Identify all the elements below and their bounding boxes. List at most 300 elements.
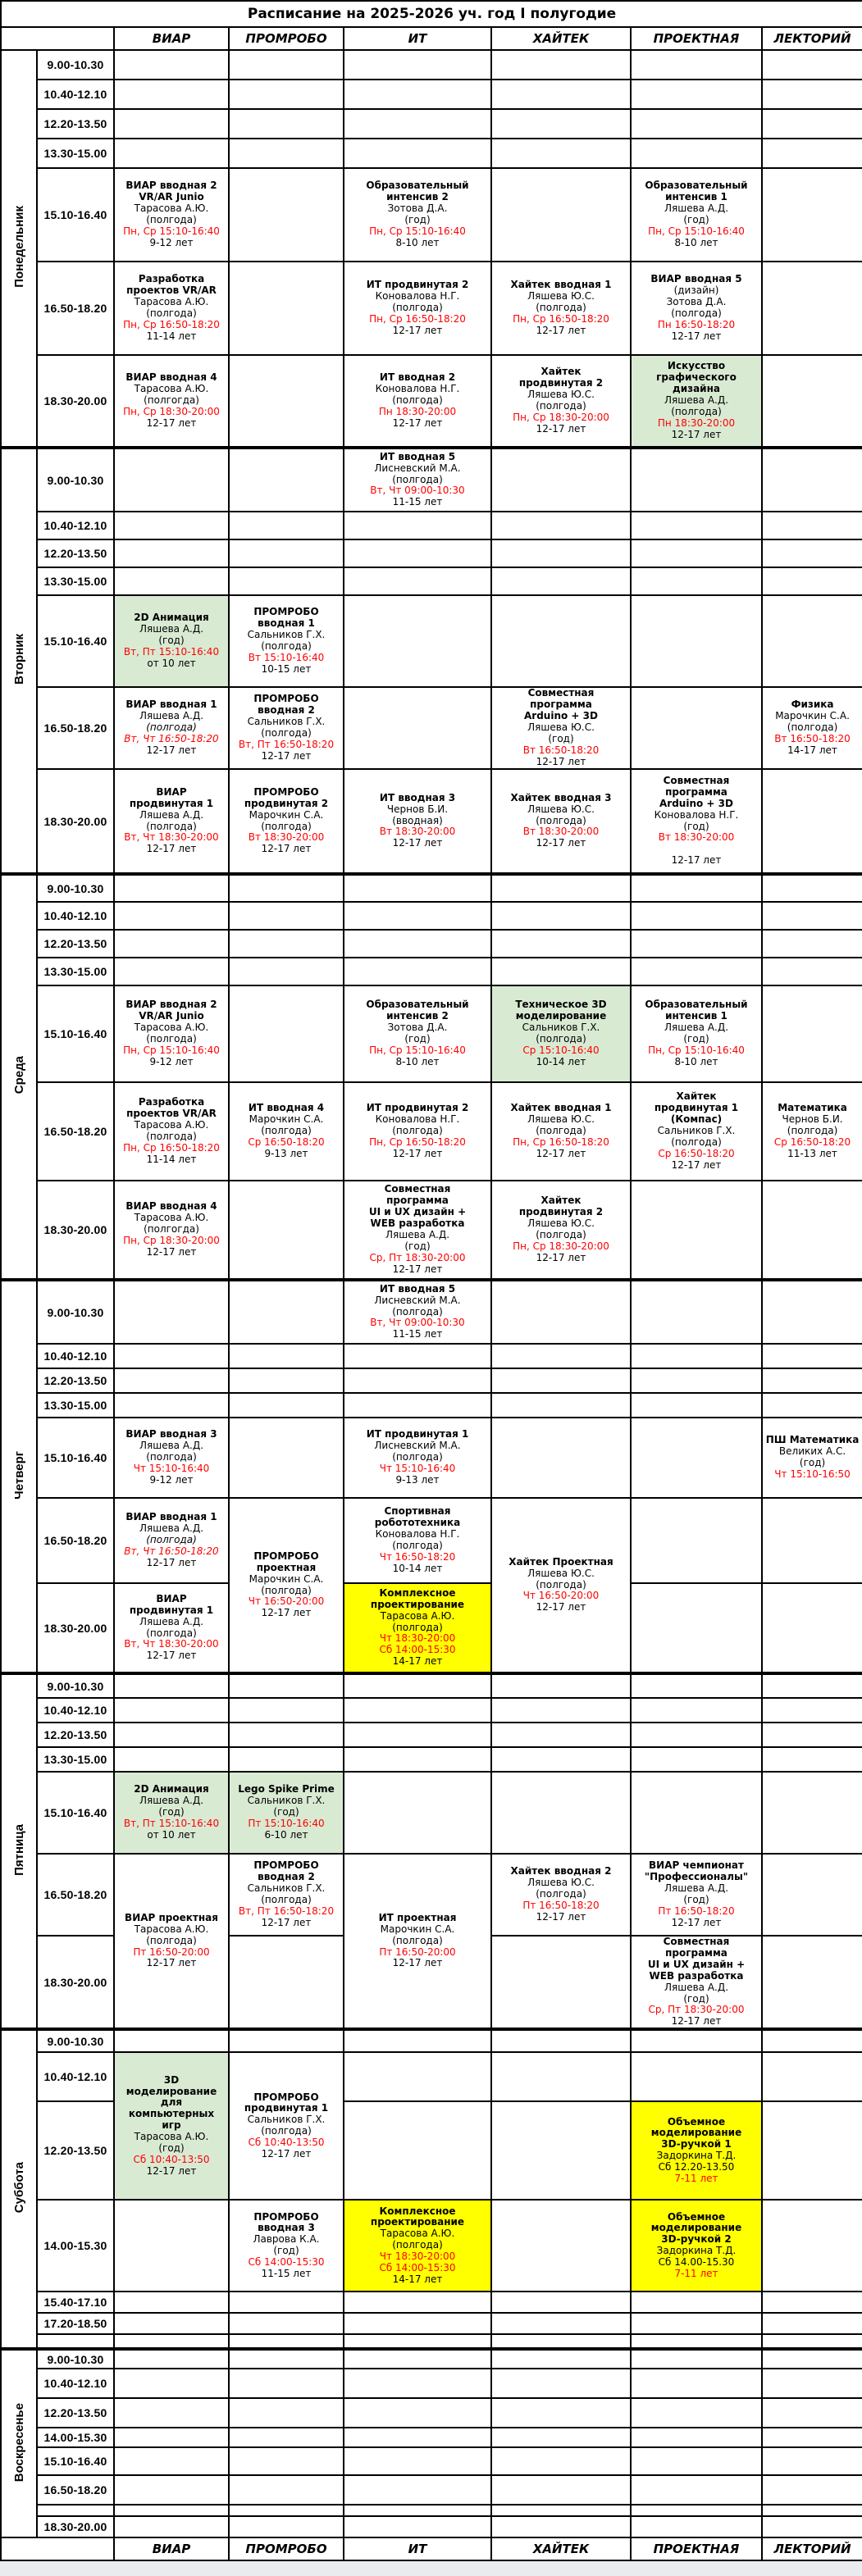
column-footer-3: ИТ bbox=[344, 2537, 491, 2560]
empty-cell bbox=[762, 1673, 862, 1698]
time-cell: 18.30-20.00 bbox=[37, 1181, 114, 1280]
empty-cell bbox=[762, 2516, 862, 2537]
empty-cell bbox=[344, 1747, 491, 1772]
class-cell: Хайтек продвинутая 2 Ляшева Ю.С. (полгода) Пн, Ср 18:30-20:00 12-17 лет bbox=[491, 355, 631, 448]
empty-cell bbox=[229, 1418, 344, 1498]
empty-cell bbox=[631, 2349, 762, 2369]
empty-cell bbox=[762, 1498, 862, 1583]
time-cell: 15.10-16.40 bbox=[37, 1772, 114, 1854]
time-cell: 13.30-15.00 bbox=[37, 1747, 114, 1772]
empty-cell bbox=[229, 139, 344, 168]
class-cell: Физика Марочкин С.А. (полгода) Вт 16:50-18:20 14-17 лет bbox=[762, 687, 862, 769]
empty-cell bbox=[491, 512, 631, 539]
empty-cell bbox=[114, 2505, 229, 2516]
empty-cell bbox=[229, 262, 344, 355]
empty-cell bbox=[631, 1698, 762, 1723]
empty-cell bbox=[631, 2334, 762, 2349]
empty-cell bbox=[762, 2369, 862, 2398]
day-label-Пятница: Пятница bbox=[1, 1673, 37, 2029]
class-cell: ИТ продвинутая 2 Коновалова Н.Г. (полгода) Пн, Ср 16:50-18:20 12-17 лет bbox=[344, 262, 491, 355]
time-cell: 12.20-13.50 bbox=[37, 930, 114, 958]
empty-cell bbox=[344, 1723, 491, 1747]
schedule-row bbox=[1, 2505, 862, 2516]
empty-cell bbox=[631, 1368, 762, 1393]
time-cell: 15.10-16.40 bbox=[37, 2447, 114, 2475]
empty-cell bbox=[491, 595, 631, 687]
empty-cell bbox=[762, 2313, 862, 2334]
empty-cell bbox=[344, 874, 491, 902]
empty-cell bbox=[114, 2447, 229, 2475]
empty-cell bbox=[762, 448, 862, 512]
empty-cell bbox=[762, 930, 862, 958]
empty-cell bbox=[114, 2292, 229, 2313]
time-cell: 16.50-18.20 bbox=[37, 262, 114, 355]
schedule-row bbox=[1, 2292, 862, 2313]
empty-cell bbox=[229, 902, 344, 930]
empty-cell bbox=[762, 1723, 862, 1747]
empty-cell bbox=[229, 985, 344, 1082]
schedule-row bbox=[1, 2052, 862, 2101]
empty-cell bbox=[114, 512, 229, 539]
empty-cell bbox=[229, 2334, 344, 2349]
empty-cell bbox=[491, 2398, 631, 2428]
time-cell: 9.00-10.30 bbox=[37, 874, 114, 902]
class-cell: ВИАР продвинутая 1 Ляшева А.Д. (полгода) Вт, Чт 18:30-20:00 12-17 лет bbox=[114, 1583, 229, 1673]
schedule-row bbox=[1, 1723, 862, 1747]
empty-cell bbox=[762, 2052, 862, 2101]
empty-cell bbox=[491, 567, 631, 595]
time-cell: 12.20-13.50 bbox=[37, 1723, 114, 1747]
empty-cell bbox=[229, 1747, 344, 1772]
empty-cell bbox=[114, 80, 229, 109]
empty-cell bbox=[229, 539, 344, 567]
empty-cell bbox=[491, 2334, 631, 2349]
empty-cell bbox=[631, 109, 762, 139]
class-cell: Спортивная робототехника Коновалова Н.Г. (полгода) Чт 16:50-18:20 10-14 лет bbox=[344, 1498, 491, 1583]
schedule-row bbox=[1, 2334, 862, 2349]
empty-cell bbox=[114, 2334, 229, 2349]
empty-time-cell bbox=[37, 2505, 114, 2516]
column-header-1: ВИАР bbox=[114, 27, 229, 50]
empty-cell bbox=[631, 1772, 762, 1854]
empty-cell bbox=[762, 2334, 862, 2349]
class-cell: Хайтек Проектная Ляшева Ю.С. (полгода) Чт 16:50-20:00 12-17 лет bbox=[491, 1498, 631, 1673]
empty-cell bbox=[491, 2313, 631, 2334]
empty-cell bbox=[229, 2516, 344, 2537]
class-cell: ВИАР вводная 1 Ляшева А.Д. (полгода) Вт, Чт 16:50-18:20 12-17 лет bbox=[114, 687, 229, 769]
empty-cell bbox=[344, 2334, 491, 2349]
column-footer-5: ПРОЕКТНАЯ bbox=[631, 2537, 762, 2560]
empty-cell bbox=[114, 930, 229, 958]
time-cell: 10.40-12.10 bbox=[37, 512, 114, 539]
empty-cell bbox=[762, 985, 862, 1082]
schedule-row bbox=[1, 1673, 862, 1698]
time-cell: 9.00-10.30 bbox=[37, 2029, 114, 2052]
empty-time-cell bbox=[37, 2334, 114, 2349]
empty-cell bbox=[491, 1344, 631, 1368]
schedule-row bbox=[1, 2428, 862, 2447]
empty-cell bbox=[491, 1723, 631, 1747]
empty-cell bbox=[229, 2369, 344, 2398]
class-cell: Совместная программа UI и UX дизайн + WEB разработка Ляшева А.Д. (год) Ср, Пт 18:30-20:00 12-17 лет bbox=[344, 1181, 491, 1280]
time-cell: 12.20-13.50 bbox=[37, 109, 114, 139]
empty-cell bbox=[114, 1723, 229, 1747]
empty-cell bbox=[762, 1854, 862, 1936]
column-footer-row bbox=[1, 2537, 862, 2560]
day-label-Понедельник: Понедельник bbox=[1, 50, 37, 448]
empty-cell bbox=[114, 2200, 229, 2292]
time-cell: 10.40-12.10 bbox=[37, 80, 114, 109]
time-cell: 15.10-16.40 bbox=[37, 1418, 114, 1498]
empty-cell bbox=[491, 2516, 631, 2537]
empty-cell bbox=[114, 1698, 229, 1723]
class-cell: ИТ вводная 2 Коновалова Н.Г. (полгода) Пн 18:30-20:00 12-17 лет bbox=[344, 355, 491, 448]
schedule-row bbox=[1, 902, 862, 930]
empty-cell bbox=[491, 1673, 631, 1698]
class-cell: ВИАР вводная 2 VR/AR Junio Тарасова А.Ю. (полгода) Пн, Ср 15:10-16:40 9-12 лет bbox=[114, 985, 229, 1082]
time-cell: 10.40-12.10 bbox=[37, 2369, 114, 2398]
empty-cell bbox=[631, 2029, 762, 2052]
class-cell: Комплексное проектирование Тарасова А.Ю. (полгода) Чт 18:30-20:00 Сб 14:00-15:30 14-17 лет bbox=[344, 2200, 491, 2292]
empty-cell bbox=[631, 139, 762, 168]
schedule-row bbox=[1, 2475, 862, 2505]
empty-cell bbox=[762, 262, 862, 355]
empty-cell bbox=[229, 1936, 344, 2029]
schedule-row bbox=[1, 874, 862, 902]
empty-cell bbox=[114, 2398, 229, 2428]
empty-cell bbox=[344, 2516, 491, 2537]
empty-cell bbox=[491, 2101, 631, 2200]
time-cell: 9.00-10.30 bbox=[37, 50, 114, 80]
time-cell: 10.40-12.10 bbox=[37, 1698, 114, 1723]
empty-cell bbox=[491, 2052, 631, 2101]
empty-cell bbox=[114, 958, 229, 985]
time-cell: 16.50-18.20 bbox=[37, 687, 114, 769]
schedule-row bbox=[1, 168, 862, 262]
class-cell: ВИАР вводная 5 (дизайн) Зотова Д.А. (полгода) Пн 16:50-18:20 12-17 лет bbox=[631, 262, 762, 355]
empty-cell bbox=[491, 50, 631, 80]
schedule-row bbox=[1, 80, 862, 109]
empty-cell bbox=[114, 1673, 229, 1698]
schedule-row bbox=[1, 1583, 862, 1673]
class-cell: Объемное моделирование 3D-ручкой 1 Задоркина Т.Д. Сб 12.20-13.50 7-11 лет bbox=[631, 2101, 762, 2200]
class-cell: ПРОМРОБО вводная 1 Сальников Г.Х. (полгода) Вт 15:10-16:40 10-15 лет bbox=[229, 595, 344, 687]
empty-cell bbox=[491, 2447, 631, 2475]
empty-cell bbox=[344, 958, 491, 985]
schedule-row bbox=[1, 1344, 862, 1368]
empty-cell bbox=[762, 1344, 862, 1368]
time-cell: 13.30-15.00 bbox=[37, 567, 114, 595]
empty-cell bbox=[762, 168, 862, 262]
class-cell: ИТ вводная 5 Лисневский М.А. (полгода) Вт, Чт 09:00-10:30 11-15 лет bbox=[344, 448, 491, 512]
empty-cell bbox=[344, 139, 491, 168]
empty-cell bbox=[114, 139, 229, 168]
schedule-row bbox=[1, 2029, 862, 2052]
day-section-Понедельник bbox=[1, 50, 862, 448]
empty-cell bbox=[631, 1393, 762, 1418]
time-cell: 18.30-20.00 bbox=[37, 1583, 114, 1673]
empty-cell bbox=[344, 1772, 491, 1854]
class-cell: Хайтек продвинутая 2 Ляшева Ю.С. (полгода) Пн, Ср 18:30-20:00 12-17 лет bbox=[491, 1181, 631, 1280]
empty-cell bbox=[229, 874, 344, 902]
class-cell: Образовательный интенсив 1 Ляшева А.Д. (год) Пн, Ср 15:10-16:40 8-10 лет bbox=[631, 985, 762, 1082]
time-cell: 9.00-10.30 bbox=[37, 1673, 114, 1698]
title-row bbox=[1, 1, 862, 27]
empty-cell bbox=[762, 2292, 862, 2313]
empty-cell bbox=[491, 958, 631, 985]
empty-cell bbox=[491, 930, 631, 958]
empty-cell bbox=[631, 2398, 762, 2428]
column-footer-4: ХАЙТЕК bbox=[491, 2537, 631, 2560]
class-cell: ВИАР чемпионат "Профессионалы" Ляшева А.Д. (год) Пт 16:50-18:20 12-17 лет bbox=[631, 1854, 762, 1936]
schedule-row bbox=[1, 539, 862, 567]
class-cell: Хайтек вводная 2 Ляшева Ю.С. (полгода) Пт 16:50-18:20 12-17 лет bbox=[491, 1854, 631, 1936]
empty-cell bbox=[762, 1181, 862, 1280]
column-header-row bbox=[1, 27, 862, 50]
empty-cell bbox=[631, 1181, 762, 1280]
time-cell: 18.30-20.00 bbox=[37, 355, 114, 448]
schedule-row bbox=[1, 985, 862, 1082]
empty-cell bbox=[631, 2516, 762, 2537]
corner-cell bbox=[1, 27, 114, 50]
schedule-row bbox=[1, 512, 862, 539]
empty-cell bbox=[491, 2292, 631, 2313]
time-cell: 12.20-13.50 bbox=[37, 1368, 114, 1393]
time-cell: 13.30-15.00 bbox=[37, 139, 114, 168]
page-title: Расписание на 2025-2026 уч. год I полугодие bbox=[1, 1, 862, 27]
time-cell: 15.40-17.10 bbox=[37, 2292, 114, 2313]
schedule-row bbox=[1, 1747, 862, 1772]
empty-cell bbox=[762, 80, 862, 109]
schedule-row bbox=[1, 448, 862, 512]
empty-cell bbox=[229, 2292, 344, 2313]
empty-cell bbox=[229, 2398, 344, 2428]
time-cell: 16.50-18.20 bbox=[37, 1082, 114, 1181]
class-cell: Lego Spike Prime Сальников Г.Х. (год) Пт 15:10-16:40 6-10 лет bbox=[229, 1772, 344, 1854]
time-cell: 10.40-12.10 bbox=[37, 1344, 114, 1368]
empty-cell bbox=[491, 2505, 631, 2516]
empty-cell bbox=[491, 1393, 631, 1418]
time-cell: 16.50-18.20 bbox=[37, 2475, 114, 2505]
time-cell: 12.20-13.50 bbox=[37, 2101, 114, 2200]
empty-cell bbox=[631, 2447, 762, 2475]
day-label-Четверг: Четверг bbox=[1, 1280, 37, 1673]
schedule-row bbox=[1, 1772, 862, 1854]
schedule-row bbox=[1, 1418, 862, 1498]
empty-cell bbox=[344, 1368, 491, 1393]
empty-cell bbox=[114, 567, 229, 595]
column-footer-1: ВИАР bbox=[114, 2537, 229, 2560]
empty-cell bbox=[114, 2516, 229, 2537]
empty-cell bbox=[344, 1673, 491, 1698]
schedule-row bbox=[1, 2200, 862, 2292]
empty-cell bbox=[762, 1280, 862, 1344]
schedule-row bbox=[1, 687, 862, 769]
empty-cell bbox=[344, 930, 491, 958]
time-cell: 18.30-20.00 bbox=[37, 2516, 114, 2537]
empty-cell bbox=[631, 2505, 762, 2516]
empty-cell bbox=[114, 1280, 229, 1344]
schedule-row bbox=[1, 1082, 862, 1181]
empty-cell bbox=[344, 2101, 491, 2200]
empty-cell bbox=[114, 2428, 229, 2447]
empty-cell bbox=[631, 1344, 762, 1368]
bottom-margin bbox=[0, 2561, 862, 2576]
day-section-Суббота bbox=[1, 2029, 862, 2349]
class-cell: ИТ вводная 4 Марочкин С.А. (полгода) Ср 16:50-18:20 9-13 лет bbox=[229, 1082, 344, 1181]
schedule-row bbox=[1, 355, 862, 448]
empty-cell bbox=[762, 1583, 862, 1673]
empty-cell bbox=[229, 50, 344, 80]
empty-cell bbox=[344, 539, 491, 567]
empty-cell bbox=[491, 448, 631, 512]
empty-cell bbox=[491, 1936, 631, 2029]
empty-cell bbox=[344, 1698, 491, 1723]
class-cell: ПРОМРОБО продвинутая 1 Сальников Г.Х. (полгода) Сб 10:40-13:50 12-17 лет bbox=[229, 2052, 344, 2200]
class-cell: ПРОМРОБО проектная Марочкин С.А. (полгода) Чт 16:50-20:00 12-17 лет bbox=[229, 1498, 344, 1673]
class-cell: ИТ продвинутая 1 Лисневский М.А. (полгода) Чт 15:10-16:40 9-13 лет bbox=[344, 1418, 491, 1498]
empty-cell bbox=[229, 930, 344, 958]
time-cell: 9.00-10.30 bbox=[37, 1280, 114, 1344]
day-label-Суббота: Суббота bbox=[1, 2029, 37, 2349]
empty-cell bbox=[631, 2313, 762, 2334]
class-cell: Образовательный интенсив 1 Ляшева А.Д. (год) Пн, Ср 15:10-16:40 8-10 лет bbox=[631, 168, 762, 262]
empty-cell bbox=[491, 2475, 631, 2505]
empty-cell bbox=[762, 769, 862, 874]
column-header-4: ХАЙТЕК bbox=[491, 27, 631, 50]
empty-cell bbox=[344, 1344, 491, 1368]
empty-cell bbox=[229, 1280, 344, 1344]
class-cell: Хайтек вводная 3 Ляшева Ю.С. (полгода) Вт 18:30-20:00 12-17 лет bbox=[491, 769, 631, 874]
empty-cell bbox=[491, 1418, 631, 1498]
empty-cell bbox=[762, 2505, 862, 2516]
empty-cell bbox=[114, 2369, 229, 2398]
class-cell: ВИАР проектная Тарасова А.Ю. (полгода) Пт 16:50-20:00 12-17 лет bbox=[114, 1854, 229, 2029]
empty-cell bbox=[631, 1723, 762, 1747]
class-cell: ИТ вводная 3 Чернов Б.И. (вводная) Вт 18:30-20:00 12-17 лет bbox=[344, 769, 491, 874]
column-footer-2: ПРОМРОБО bbox=[229, 2537, 344, 2560]
empty-cell bbox=[344, 2475, 491, 2505]
empty-cell bbox=[762, 2447, 862, 2475]
empty-cell bbox=[229, 2447, 344, 2475]
class-cell: ВИАР вводная 2 VR/AR Junio Тарасова А.Ю. (полгода) Пн, Ср 15:10-16:40 9-12 лет bbox=[114, 168, 229, 262]
time-cell: 15.10-16.40 bbox=[37, 985, 114, 1082]
class-cell: Объемное моделирование 3D-ручкой 2 Задоркина Т.Д. Сб 14.00-15.30 7-11 лет bbox=[631, 2200, 762, 2292]
class-cell: ИТ вводная 5 Лисневский М.А. (полгода) Вт, Чт 09:00-10:30 11-15 лет bbox=[344, 1280, 491, 1344]
column-header-2: ПРОМРОБО bbox=[229, 27, 344, 50]
empty-cell bbox=[491, 1747, 631, 1772]
day-label-Среда: Среда bbox=[1, 874, 37, 1280]
empty-cell bbox=[762, 1698, 862, 1723]
schedule-row bbox=[1, 1698, 862, 1723]
empty-cell bbox=[229, 512, 344, 539]
schedule-row bbox=[1, 50, 862, 80]
empty-cell bbox=[229, 1698, 344, 1723]
empty-cell bbox=[762, 1368, 862, 1393]
schedule-row bbox=[1, 567, 862, 595]
empty-cell bbox=[762, 2428, 862, 2447]
empty-cell bbox=[631, 80, 762, 109]
class-cell: ПРОМРОБО вводная 3 Лаврова К.А. (год) Сб 14:00-15:30 11-15 лет bbox=[229, 2200, 344, 2292]
class-cell: ПРОМРОБО вводная 2 Сальников Г.Х. (полгода) Вт, Пт 16:50-18:20 12-17 лет bbox=[229, 687, 344, 769]
empty-cell bbox=[491, 2428, 631, 2447]
column-header-6: ЛЕКТОРИЙ bbox=[762, 27, 862, 50]
empty-cell bbox=[762, 1747, 862, 1772]
class-cell: ВИАР вводная 4 Тарасова А.Ю. (полгогда) Пн, Ср 18:30-20:00 12-17 лет bbox=[114, 1181, 229, 1280]
class-cell: Комплексное проектирование Тарасова А.Ю. (полгода) Чт 18:30-20:00 Сб 14:00-15:30 14-17 лет bbox=[344, 1583, 491, 1673]
empty-cell bbox=[344, 2292, 491, 2313]
schedule-row bbox=[1, 2447, 862, 2475]
class-cell: ВИАР вводная 1 Ляшева А.Д. (полгода) Вт, Чт 16:50-18:20 12-17 лет bbox=[114, 1498, 229, 1583]
empty-cell bbox=[762, 902, 862, 930]
corner-cell-bottom bbox=[1, 2537, 114, 2560]
empty-cell bbox=[114, 109, 229, 139]
schedule-row bbox=[1, 2369, 862, 2398]
empty-cell bbox=[229, 2505, 344, 2516]
empty-cell bbox=[491, 139, 631, 168]
empty-cell bbox=[344, 50, 491, 80]
empty-cell bbox=[762, 1936, 862, 2029]
schedule-row bbox=[1, 769, 862, 874]
schedule-row bbox=[1, 109, 862, 139]
empty-cell bbox=[762, 2101, 862, 2200]
empty-cell bbox=[631, 1418, 762, 1498]
empty-cell bbox=[229, 567, 344, 595]
empty-cell bbox=[631, 448, 762, 512]
class-cell: 3D моделирование для компьютерных игр Тарасова А.Ю. (год) Сб 10:40-13:50 12-17 лет bbox=[114, 2052, 229, 2200]
empty-cell bbox=[114, 1393, 229, 1418]
empty-cell bbox=[114, 1747, 229, 1772]
class-cell: Совместная программа UI и UX дизайн + WEB разработка Ляшева А.Д. (год) Ср, Пт 18:30-20:00 12-17 лет bbox=[631, 1936, 762, 2029]
empty-cell bbox=[344, 2313, 491, 2334]
class-cell: Хайтек вводная 1 Ляшева Ю.С. (полгода) Пн, Ср 16:50-18:20 12-17 лет bbox=[491, 1082, 631, 1181]
empty-cell bbox=[491, 539, 631, 567]
time-cell: 14.00-15.30 bbox=[37, 2200, 114, 2292]
column-footer-6: ЛЕКТОРИЙ bbox=[762, 2537, 862, 2560]
empty-cell bbox=[762, 2398, 862, 2428]
empty-cell bbox=[491, 2029, 631, 2052]
empty-cell bbox=[631, 1498, 762, 1583]
empty-cell bbox=[762, 1772, 862, 1854]
time-cell: 14.00-15.30 bbox=[37, 2428, 114, 2447]
empty-cell bbox=[762, 2475, 862, 2505]
empty-cell bbox=[762, 595, 862, 687]
empty-cell bbox=[344, 80, 491, 109]
empty-cell bbox=[114, 1344, 229, 1368]
time-cell: 18.30-20.00 bbox=[37, 1936, 114, 2029]
time-cell: 13.30-15.00 bbox=[37, 958, 114, 985]
empty-cell bbox=[344, 512, 491, 539]
empty-cell bbox=[344, 2369, 491, 2398]
empty-cell bbox=[762, 2349, 862, 2369]
schedule-row bbox=[1, 958, 862, 985]
empty-cell bbox=[344, 2398, 491, 2428]
empty-cell bbox=[344, 2428, 491, 2447]
time-cell: 16.50-18.20 bbox=[37, 1854, 114, 1936]
schedule-row bbox=[1, 1280, 862, 1344]
class-cell: Разработка проектов VR/AR Тарасова А.Ю. (полгода) Пн, Ср 16:50-18:20 11-14 лет bbox=[114, 262, 229, 355]
day-label-Вторник: Вторник bbox=[1, 448, 37, 874]
time-cell: 12.20-13.50 bbox=[37, 2398, 114, 2428]
column-header-3: ИТ bbox=[344, 27, 491, 50]
class-cell: ПРОМРОБО вводная 2 Сальников Г.Х. (полгода) Вт, Пт 16:50-18:20 12-17 лет bbox=[229, 1854, 344, 1936]
schedule-row bbox=[1, 2516, 862, 2537]
time-cell: 18.30-20.00 bbox=[37, 769, 114, 874]
empty-cell bbox=[344, 567, 491, 595]
time-cell: 10.40-12.10 bbox=[37, 902, 114, 930]
class-cell: 2D Анимация Ляшева А.Д. (год) Вт, Пт 15:10-16:40 от 10 лет bbox=[114, 595, 229, 687]
day-section-Четверг bbox=[1, 1280, 862, 1673]
